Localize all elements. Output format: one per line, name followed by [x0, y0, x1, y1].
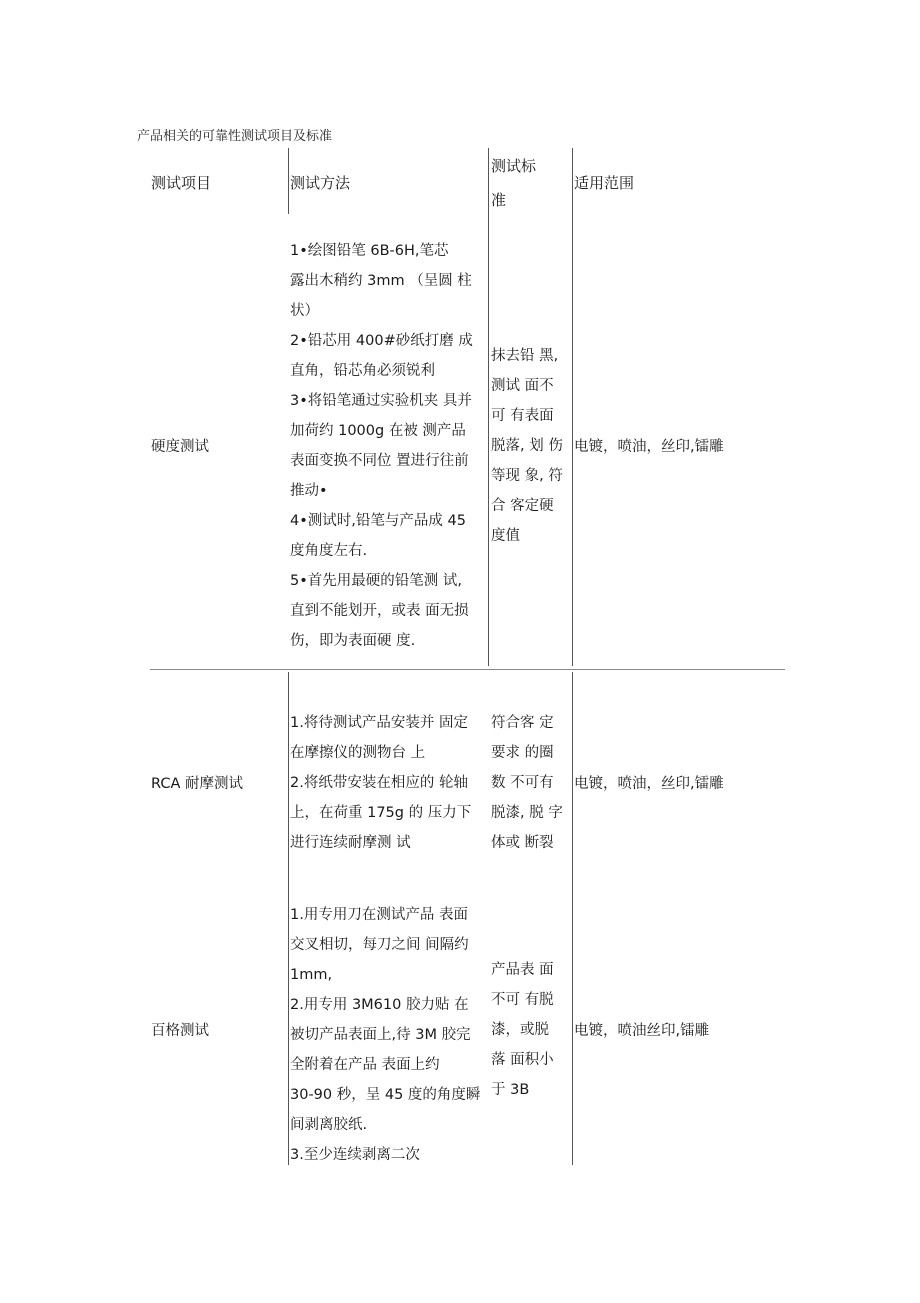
standard-line: 漆，或脱 [491, 1022, 549, 1038]
header-test-item: 测试项目 [151, 174, 212, 192]
method-line: 伤，即为表面硬 度. [290, 633, 416, 649]
method-line: 30-90 秒，呈 45 度的角度瞬 [290, 1087, 481, 1103]
table-row-method [290, 708, 471, 858]
method-line: 上，在荷重 175g 的 压力下 [290, 805, 472, 821]
column-divider [572, 672, 573, 1165]
standard-line: 符合客 定 [491, 715, 554, 731]
method-line: 1mm, [290, 967, 333, 983]
table-row-method [290, 236, 473, 656]
method-line: 1•绘图铅笔 6B-6H,笔芯 [290, 243, 449, 259]
method-line: 间剥离胶纸. [290, 1117, 368, 1133]
method-line: 在摩擦仪的测物台 上 [290, 745, 426, 761]
header-test-standard-line1: 测试标 [491, 157, 537, 175]
method-line: 2•铅芯用 400#砂纸打磨 成 [290, 333, 473, 349]
method-line: 直角，铅芯角必须锐利 [290, 363, 435, 379]
method-line: 表面变换不同位 置进行往前 [290, 453, 469, 469]
method-line: 1.用专用刀在测试产品 表面 [290, 907, 468, 923]
method-line: 被切产品表面上,待 3M 胶完 [290, 1027, 471, 1043]
method-line: 推动• [290, 483, 328, 499]
standard-line: 落 面积小 [491, 1052, 554, 1068]
standard-line: 要求 的圈 [491, 745, 554, 761]
method-line: 度角度左右. [290, 543, 368, 559]
method-line: 1.将待测试产品安装并 固定 [290, 715, 468, 731]
standard-line: 等现 象, 符 [491, 468, 563, 484]
method-line: 直到不能划开，或表 面无损 [290, 603, 469, 619]
method-line: 全附着在产品 表面上约 [290, 1057, 440, 1073]
standard-line: 不可 有脱 [491, 992, 554, 1008]
method-line: 2.用专用 3M610 胶力贴 在 [290, 997, 469, 1013]
table-row-scope: 电镀，喷油丝印,镭雕 [574, 1023, 710, 1039]
method-line: 3.至少连续剥离二次 [290, 1147, 420, 1163]
standard-line: 可 有表面 [491, 408, 554, 424]
standard-line: 脱漆, 脱 字 [491, 805, 563, 821]
table-row-scope: 电镀，喷油，丝印,镭雕 [574, 776, 724, 792]
table-row-item: 百格测试 [151, 1023, 209, 1039]
standard-line: 度值 [491, 528, 520, 544]
method-line: 露出木稍约 3mm （呈圆 柱 [290, 273, 472, 289]
standard-line: 数 不可有 [491, 775, 554, 791]
column-divider [288, 148, 289, 214]
row-divider [150, 669, 785, 670]
method-line: 4•测试时,铅笔与产品成 45 [290, 513, 466, 529]
page-title: 产品相关的可靠性测试项目及标准 [137, 129, 333, 144]
method-line: 加荷约 1000g 在被 测产品 [290, 423, 466, 439]
standard-line: 抹去铅 黑, [491, 348, 559, 364]
column-divider [288, 672, 289, 1165]
standard-line: 脱落, 划 伤 [491, 438, 563, 454]
table-row-standard [491, 341, 563, 551]
header-scope: 适用范围 [574, 174, 635, 192]
standard-line: 于 3B [491, 1082, 530, 1098]
column-divider [488, 148, 489, 666]
table-row-standard [491, 955, 554, 1105]
table-row-method [290, 900, 480, 1170]
standard-line: 合 客定硬 [491, 498, 554, 514]
header-test-standard-line2: 准 [491, 191, 507, 209]
table-row-item: 硬度测试 [151, 439, 209, 455]
table-row-standard [491, 708, 563, 858]
method-line: 3•将铅笔通过实验机夹 具并 [290, 393, 472, 409]
method-line: 进行连续耐摩测 试 [290, 835, 411, 851]
method-line: 5•首先用最硬的铅笔测 试, [290, 573, 462, 589]
standard-line: 体或 断裂 [491, 835, 554, 851]
table-row-item: RCA 耐摩测试 [151, 776, 244, 792]
method-line: 状） [290, 303, 319, 319]
header-test-method: 测试方法 [290, 174, 351, 192]
standard-line: 测试 面不 [491, 378, 554, 394]
table-row-scope: 电镀，喷油，丝印,镭雕 [574, 439, 724, 455]
method-line: 交叉相切，每刀之间 间隔约 [290, 937, 469, 953]
column-divider [572, 148, 573, 666]
standard-line: 产品表 面 [491, 962, 554, 978]
method-line: 2.将纸带安装在相应的 轮轴 [290, 775, 468, 791]
